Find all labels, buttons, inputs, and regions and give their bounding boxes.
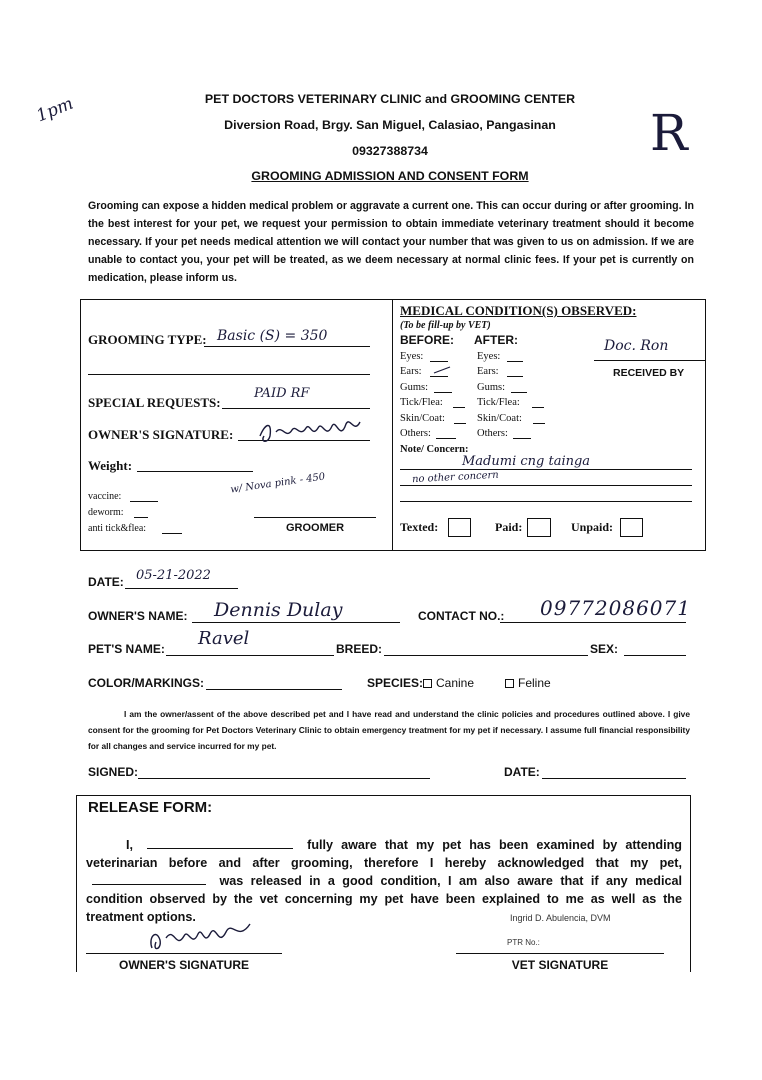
medical-title: MEDICAL CONDITION(S) OBSERVED: — [400, 303, 637, 318]
special-requests-value[interactable]: PAID RF — [254, 386, 310, 401]
date-line — [125, 588, 238, 589]
clinic-phone: 09327388734 — [352, 144, 428, 158]
contact-line — [500, 622, 686, 623]
note-label: Note/ Concern: — [400, 444, 469, 455]
release-title: RELEASE FORM: — [88, 799, 213, 816]
feline-label: Feline — [518, 676, 551, 690]
special-requests-line — [222, 408, 370, 409]
pet-name-label: PET'S NAME: — [88, 642, 165, 656]
color-label: COLOR/MARKINGS: — [88, 676, 204, 690]
note-line3-rule — [400, 501, 692, 502]
paid-checkbox[interactable] — [527, 518, 551, 537]
unpaid-checkbox[interactable] — [620, 518, 643, 537]
antitick-label: anti tick&flea: — [88, 523, 147, 534]
texted-checkbox[interactable] — [448, 518, 471, 537]
sex-label: SEX: — [590, 642, 619, 656]
received-by-label: RECEIVED BY — [613, 367, 685, 379]
ears-check-mark — [432, 365, 452, 375]
note-line1-rule — [400, 469, 692, 470]
feline-checkbox[interactable] — [505, 679, 514, 688]
after-gums-line — [511, 392, 527, 393]
signed-line — [138, 778, 430, 779]
deworm-line — [134, 517, 148, 518]
consent-text: I am the owner/assent of the above described pet and I have read and understand the clinic policies and procedures outlined above. I give consent for the grooming for Pet Doctors Veterinary Clinic to obtain emergency treatment for my pet if necessary. I assume full financial responsibility for all changes and service incurred for my pet. — [88, 709, 690, 751]
received-by-line — [594, 360, 706, 361]
note-line2-rule — [400, 485, 692, 486]
release-owner-signature-scribble — [146, 918, 256, 958]
weight-label: Weight: — [88, 458, 133, 473]
deworm-label: deworm: — [88, 507, 124, 518]
signed-label: SIGNED: — [88, 765, 139, 779]
texted-label: Texted: — [400, 520, 439, 534]
owner-signature-label: OWNER'S SIGNATURE: — [88, 427, 234, 442]
grooming-type-line — [204, 346, 370, 347]
note-line1[interactable]: Madumi cng tainga — [462, 454, 591, 469]
contact-label: CONTACT NO.: — [418, 609, 505, 623]
release-left-rule — [76, 795, 77, 972]
breed-line — [384, 655, 588, 656]
after-ears-line — [507, 376, 523, 377]
paid-label: Paid: — [495, 520, 523, 534]
after-eyes: Eyes: — [477, 351, 501, 362]
vet-stamp-name: Ingrid D. Abulencia, DVM — [510, 913, 611, 923]
owner-name-line — [192, 622, 400, 623]
release-owner-sig-line — [86, 953, 282, 954]
after-eyes-line — [507, 361, 523, 362]
after-tickflea: Tick/Flea: — [477, 397, 520, 408]
release-top-rule — [76, 795, 690, 796]
clinic-address: Diversion Road, Brgy. San Miguel, Calasiao, Pangasinan — [224, 118, 556, 132]
release-text-b: was released in a good condition, I am also aware that if any medical condition observed by the vet concerning my pet have been explained to me as well as the treatment options. — [86, 874, 682, 924]
unpaid-label: Unpaid: — [571, 520, 614, 534]
release-vet-sig-label: VET SIGNATURE — [511, 958, 609, 972]
before-label: BEFORE: — [400, 333, 454, 347]
release-name-blank[interactable] — [147, 837, 293, 849]
after-label: AFTER: — [474, 333, 518, 347]
intro-text: Grooming can expose a hidden medical problem or aggravate a current one. This can occur during or after grooming. In the best interest for your pet, we request your permission to obtain immediate veterinary treatment should it become necessary. If your pet needs medical attention we will contact your number that was given to us on admission. If we are unable to contact you, your pet will be treated, as we deem necessary at normal clinic fees. If your pet is currently on medication, please inform us. — [88, 200, 694, 284]
species-feline[interactable] — [505, 676, 551, 690]
release-right-rule — [690, 795, 691, 972]
medical-subtitle: (To be fill-up by VET) — [400, 320, 491, 331]
special-requests-label: SPECIAL REQUESTS: — [88, 395, 221, 410]
date-value[interactable]: 05-21-2022 — [136, 568, 211, 583]
weight-note: w/ Nova pink - 450 — [229, 471, 326, 496]
margin-note-time: 1pm — [33, 93, 77, 127]
after-skincoat-line — [533, 423, 545, 424]
date-label: DATE: — [88, 575, 124, 589]
before-skincoat: Skin/Coat: — [400, 413, 445, 424]
species-canine[interactable] — [423, 676, 474, 690]
owner-name-label: OWNER'S NAME: — [88, 609, 188, 623]
species-label: SPECIES: — [367, 676, 424, 690]
release-text-start: I, — [126, 838, 133, 852]
before-ears-line — [430, 376, 448, 377]
form-title: GROOMING ADMISSION AND CONSENT FORM — [251, 169, 529, 183]
clinic-name: PET DOCTORS VETERINARY CLINIC and GROOMING CENTER — [204, 92, 576, 106]
groomer-line — [254, 517, 376, 518]
breed-label: BREED: — [336, 642, 383, 656]
owner-name-value[interactable]: Dennis Dulay — [214, 599, 343, 621]
before-tickflea-line — [453, 407, 465, 408]
antitick-line — [162, 533, 182, 534]
before-others-line — [436, 438, 456, 439]
before-tickflea: Tick/Flea: — [400, 397, 443, 408]
after-others-line — [513, 438, 531, 439]
contact-value[interactable]: 09772086071 — [540, 596, 691, 620]
margin-note-initial: R — [650, 104, 688, 162]
grooming-extra-line — [88, 374, 370, 375]
after-gums: Gums: — [477, 382, 506, 393]
after-tickflea-line — [532, 407, 544, 408]
signed-date-line — [542, 778, 686, 779]
after-skincoat: Skin/Coat: — [477, 413, 522, 424]
vaccine-label: vaccine: — [88, 491, 122, 502]
received-by-value: Doc. Ron — [604, 338, 669, 354]
grooming-type-value[interactable]: Basic (S) = 350 — [217, 328, 328, 344]
release-pet-blank[interactable] — [92, 873, 206, 885]
pet-name-line — [166, 655, 334, 656]
note-line2[interactable]: no other concern — [411, 469, 500, 486]
after-ears: Ears: — [477, 366, 499, 377]
groomer-label: GROOMER — [286, 522, 345, 534]
pet-name-value[interactable]: Ravel — [198, 628, 250, 649]
before-others: Others: — [400, 428, 431, 439]
canine-label: Canine — [436, 676, 475, 690]
canine-checkbox[interactable] — [423, 679, 432, 688]
weight-line — [137, 471, 253, 472]
color-line — [206, 689, 342, 690]
before-gums: Gums: — [400, 382, 429, 393]
box-divider — [392, 299, 393, 551]
before-ears: Ears: — [400, 366, 422, 377]
release-vet-sig-line — [456, 953, 664, 954]
before-skincoat-line — [454, 423, 466, 424]
signed-date-label: DATE: — [504, 765, 540, 779]
release-owner-sig-label: OWNER'S SIGNATURE — [119, 958, 249, 972]
vet-stamp-ptr: PTR No.: — [507, 938, 540, 947]
before-eyes: Eyes: — [400, 351, 424, 362]
grooming-type-label: GROOMING TYPE: — [88, 332, 207, 347]
after-others: Others: — [477, 428, 508, 439]
before-gums-line — [434, 392, 452, 393]
before-eyes-line — [430, 361, 448, 362]
release-text-a: fully aware that my pet has been examined by attending veterinarian before and after grooming, therefore I hereby acknowledged that my pet, — [86, 838, 682, 870]
vaccine-line — [130, 501, 158, 502]
owner-signature-scribble — [256, 414, 366, 448]
sex-line — [624, 655, 686, 656]
